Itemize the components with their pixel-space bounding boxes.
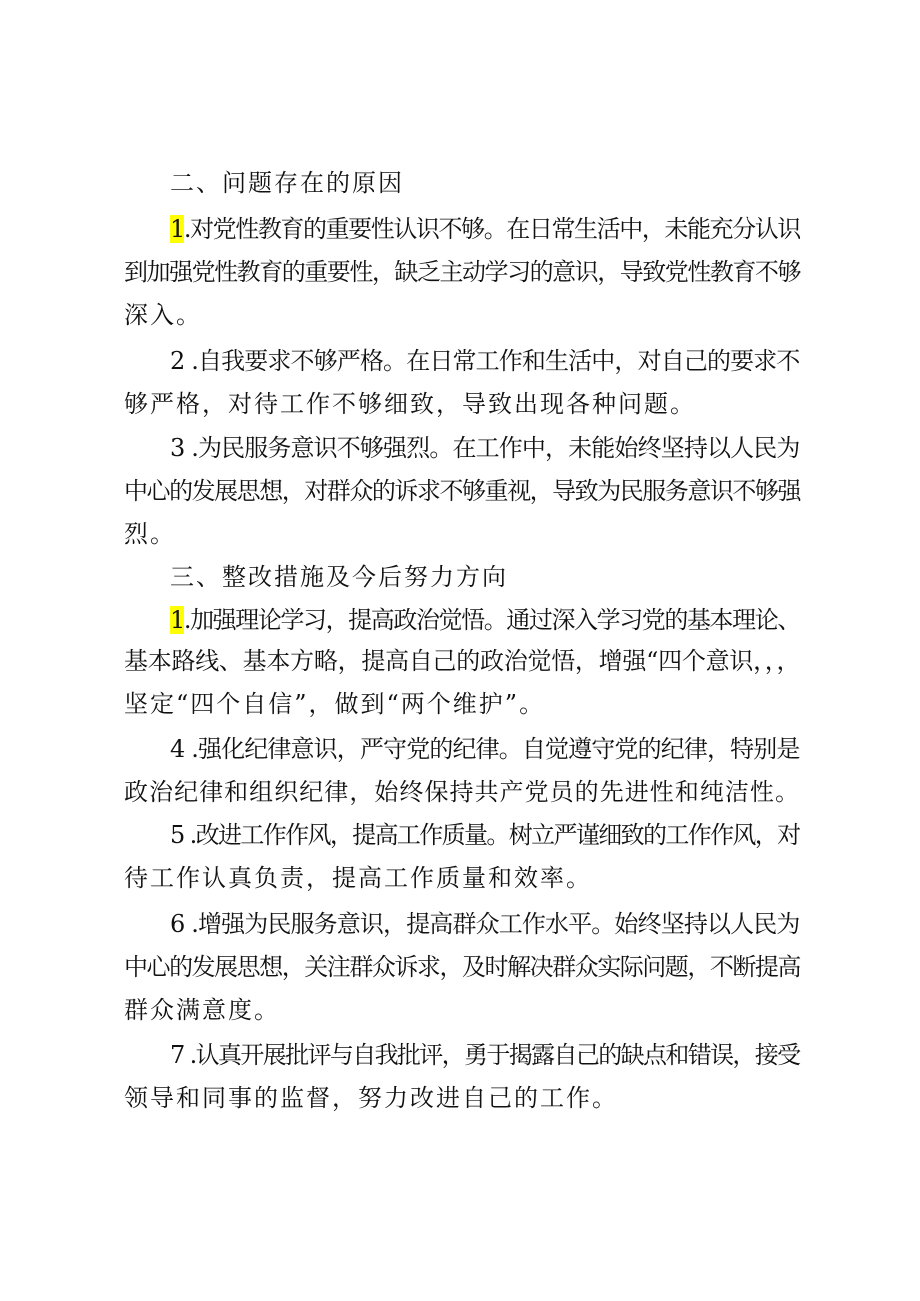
paragraph-line — [170, 734, 800, 764]
paragraph-line: 中心的发展思想，关注群众诉求，及时解决群众实际问题，不断提高 — [124, 953, 800, 981]
paragraph-text: .为民服务意识不够强烈。在工作中，未能始终坚持以人民为 — [184, 434, 800, 462]
paragraph-text: .对党性教育的重要性认识不够。在日常生活中，未能充分认识 — [183, 215, 800, 243]
paragraph-line: 烈。 — [124, 520, 176, 548]
paragraph-line: 领导和同事的监督，努力改进自己的工作。 — [124, 1084, 618, 1112]
item-number: 4 — [170, 735, 185, 763]
paragraph-line — [170, 346, 800, 376]
paragraph-text: .改进工作作风，提高工作质量。树立严谨细致的工作作风，对 — [183, 821, 800, 849]
paragraph-line — [170, 909, 800, 939]
paragraph-line — [170, 820, 800, 850]
paragraph-line — [170, 433, 800, 463]
paragraph-line: 深入。 — [124, 301, 202, 329]
paragraph-line: 待工作认真负责，提高工作质量和效率。 — [124, 864, 592, 892]
item-number: 6 — [170, 910, 185, 938]
paragraph-line: 政治纪律和组织纪律，始终保持共产党员的先进性和纯洁性。 — [124, 778, 800, 806]
paragraph-line — [170, 605, 800, 635]
paragraph-text: .增强为民服务意识，提高群众工作水平。始终坚持以人民为 — [184, 910, 800, 938]
paragraph-line — [170, 214, 800, 244]
section-heading: 三、整改措施及今后努力方向 — [170, 563, 508, 591]
paragraph-line: 坚定“四个自信”，做到“两个维护”。 — [124, 690, 546, 718]
paragraph-line: 够严格，对待工作不够细致，导致出现各种问题。 — [124, 390, 696, 418]
paragraph-text: .自我要求不够严格。在日常工作和生活中，对自己的要求不 — [184, 347, 800, 375]
item-number: 5 — [170, 821, 184, 849]
item-number: 3 — [170, 434, 185, 462]
paragraph-text: .加强理论学习，提高政治觉悟。通过深入学习党的基本理论、 — [183, 606, 800, 634]
item-number: 2 — [170, 347, 185, 375]
item-number: 7 — [170, 1041, 184, 1069]
paragraph-text: .认真开展批评与自我批评，勇于揭露自己的缺点和错误，接受 — [183, 1041, 800, 1069]
section-heading: 二、问题存在的原因 — [170, 169, 404, 197]
paragraph-line: 基本路线、基本方略，提高自己的政治觉悟，增强“四个意识，，， — [124, 647, 801, 675]
paragraph-line: 群众满意度。 — [124, 996, 280, 1024]
paragraph-line — [170, 1040, 800, 1070]
item-number-highlighted: 1 — [170, 215, 184, 243]
item-number-highlighted: 1 — [170, 606, 184, 634]
paragraph-line: 到加强党性教育的重要性，缺乏主动学习的意识，导致党性教育不够 — [124, 258, 800, 286]
paragraph-text: .强化纪律意识，严守党的纪律。自觉遵守党的纪律，特别是 — [184, 735, 800, 763]
paragraph-line: 中心的发展思想，对群众的诉求不够重视，导致为民服务意识不够强 — [124, 477, 800, 505]
